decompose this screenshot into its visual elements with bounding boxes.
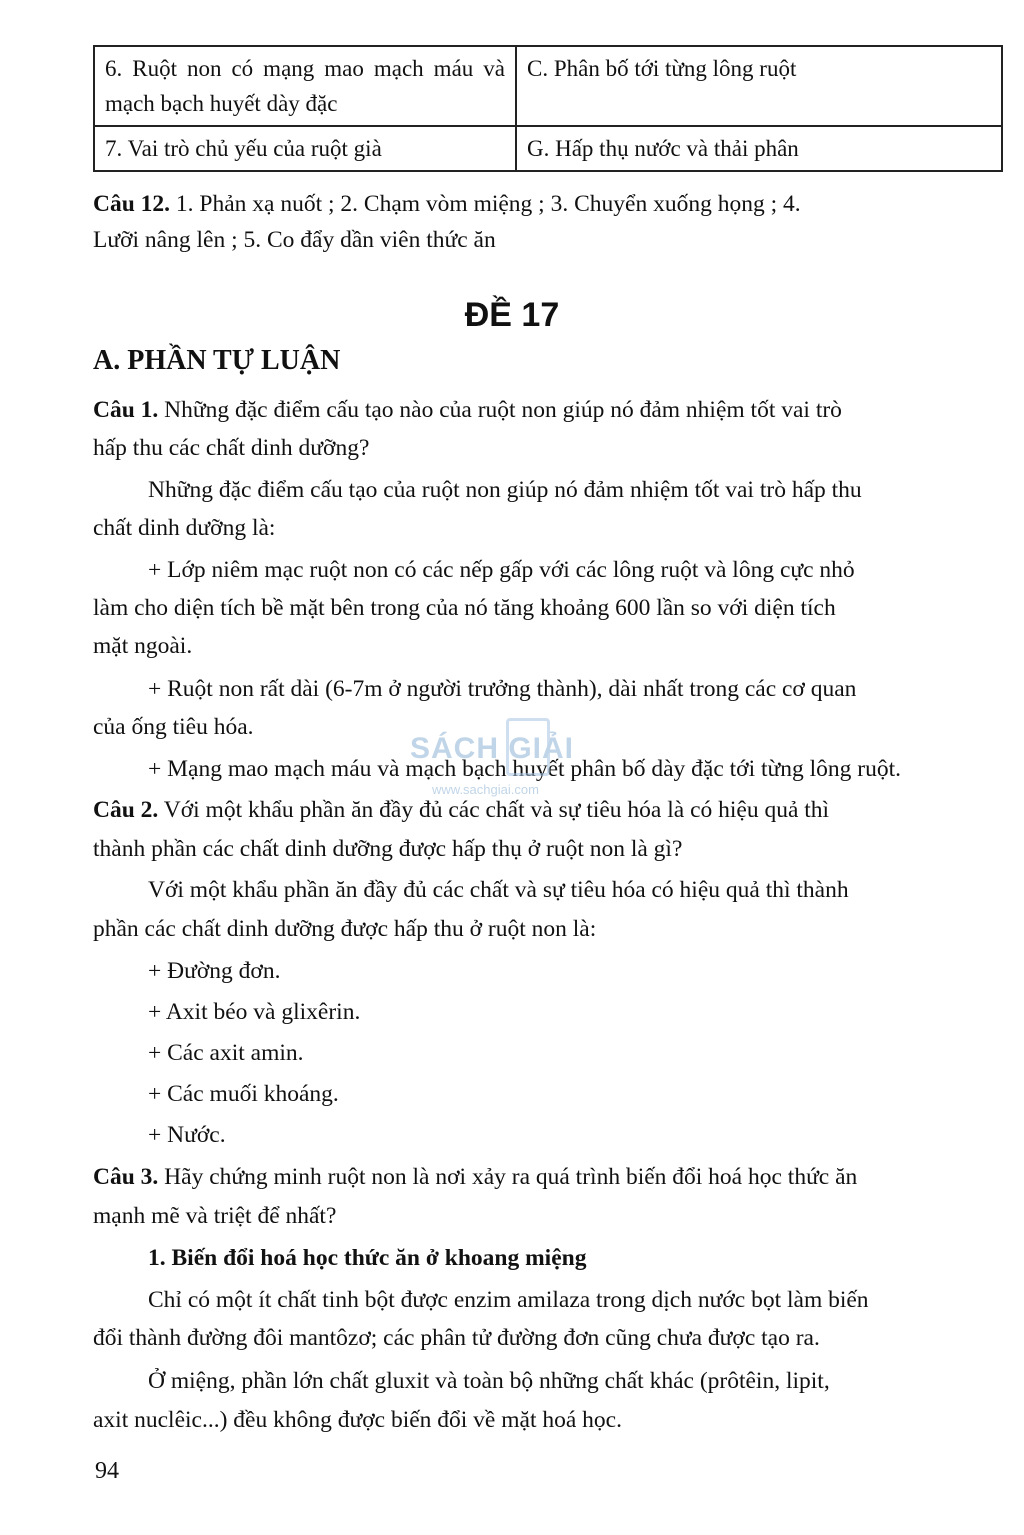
cau12-line-1	[93, 186, 1000, 222]
q2-line-1	[93, 792, 1000, 828]
q1-line-1	[93, 392, 1000, 428]
q3-line-2: mạnh mẽ và triệt để nhất?	[93, 1203, 337, 1229]
q2-answer-2: phần các chất dinh dưỡng được hấp thu ở ruột non là:	[93, 916, 597, 942]
q1-bullet-1a: + Lớp niêm mạc ruột non có các nếp gấp với các lông ruột và lông cực nhỏ	[148, 557, 855, 583]
q3-para-2a: Ở miệng, phần lớn chất gluxit và toàn bộ những chất khác (prôtêin, lipit,	[148, 1368, 830, 1394]
q1-question: Những đặc điểm cấu tạo nào của ruột non giúp nó đảm nhiệm tốt vai trò	[158, 397, 842, 423]
question-label: Câu 12.	[93, 191, 171, 217]
q3-para-2b: axit nuclêic...) đều không được biến đổi về mặt hoá học.	[93, 1407, 622, 1433]
table-row	[94, 126, 1002, 171]
list-item: + Đường đơn.	[148, 958, 281, 984]
q1-line-2: hấp thu các chất dinh dưỡng?	[93, 435, 370, 461]
matching-table	[93, 45, 1003, 172]
page-number: 94	[95, 1458, 119, 1484]
table-cell-left: 6. Ruột non có mạng mao mạch máu và mạch bạch huyết dày đặc	[94, 46, 516, 126]
question-label: Câu 3.	[93, 1164, 159, 1190]
q1-bullet-1c: mặt ngoài.	[93, 633, 193, 659]
q3-line-1	[93, 1159, 1000, 1195]
section-heading: A. PHẦN TỰ LUẬN	[93, 345, 341, 376]
cau12-line-2: Lưỡi nâng lên ; 5. Co đẩy dần viên thức ăn	[93, 227, 496, 253]
q1-bullet-1b: làm cho diện tích bề mặt bên trong của nó tăng khoảng 600 lần so với diện tích	[93, 595, 836, 621]
q1-bullet-3: + Mạng mao mạch máu và mạch bạch huyết phân bố dày đặc tới từng lông ruột.	[148, 756, 902, 782]
list-item: + Các muối khoáng.	[148, 1081, 339, 1107]
list-item: + Nước.	[148, 1122, 226, 1148]
table-cell-right: C. Phân bố tới từng lông ruột	[516, 46, 1002, 126]
watermark-brand: SÁCH GIẢI	[410, 732, 575, 765]
watermark-url: www.sachgiai.com	[432, 782, 539, 797]
table-row	[94, 46, 1002, 126]
q1-bullet-2a: + Ruột non rất dài (6-7m ở người trưởng thành), dài nhất trong các cơ quan	[148, 676, 857, 702]
q1-answer-2: chất dinh dưỡng là:	[93, 515, 276, 541]
q1-answer-1: Những đặc điểm cấu tạo của ruột non giúp nó đảm nhiệm tốt vai trò hấp thu	[148, 477, 862, 503]
table-cell-right: G. Hấp thụ nước và thải phân	[516, 126, 1002, 171]
list-item: + Axit béo và glixêrin.	[148, 999, 361, 1025]
list-item: + Các axit amin.	[148, 1040, 304, 1066]
q2-line-2: thành phần các chất dinh dưỡng được hấp thụ ở ruột non là gì?	[93, 836, 683, 862]
subsection-heading: 1. Biến đổi hoá học thức ăn ở khoang miệng	[148, 1245, 587, 1271]
q3-question: Hãy chứng minh ruột non là nơi xảy ra quá trình biến đổi hoá học thức ăn	[158, 1164, 858, 1190]
table-cell-left: 7. Vai trò chủ yếu của ruột già	[94, 126, 516, 171]
question-label: Câu 2.	[93, 797, 159, 823]
cau12-text: 1. Phản xạ nuốt ; 2. Chạm vòm miệng ; 3. Chuyển xuống họng ; 4.	[170, 191, 801, 217]
question-label: Câu 1.	[93, 397, 159, 423]
q1-bullet-2b: của ống tiêu hóa.	[93, 714, 254, 740]
q3-para-1a: Chỉ có một ít chất tinh bột được enzim amilaza trong dịch nước bọt làm biến	[148, 1287, 869, 1313]
exam-title: ĐỀ 17	[464, 296, 560, 334]
q2-answer-1: Với một khẩu phần ăn đầy đủ các chất và sự tiêu hóa có hiệu quả thì thành	[148, 877, 849, 903]
q2-question: Với một khẩu phần ăn đầy đủ các chất và sự tiêu hóa là có hiệu quả thì	[158, 797, 830, 823]
q3-para-1b: đổi thành đường đôi mantôzơ; các phân tử đường đơn cũng chưa được tạo ra.	[93, 1325, 820, 1351]
